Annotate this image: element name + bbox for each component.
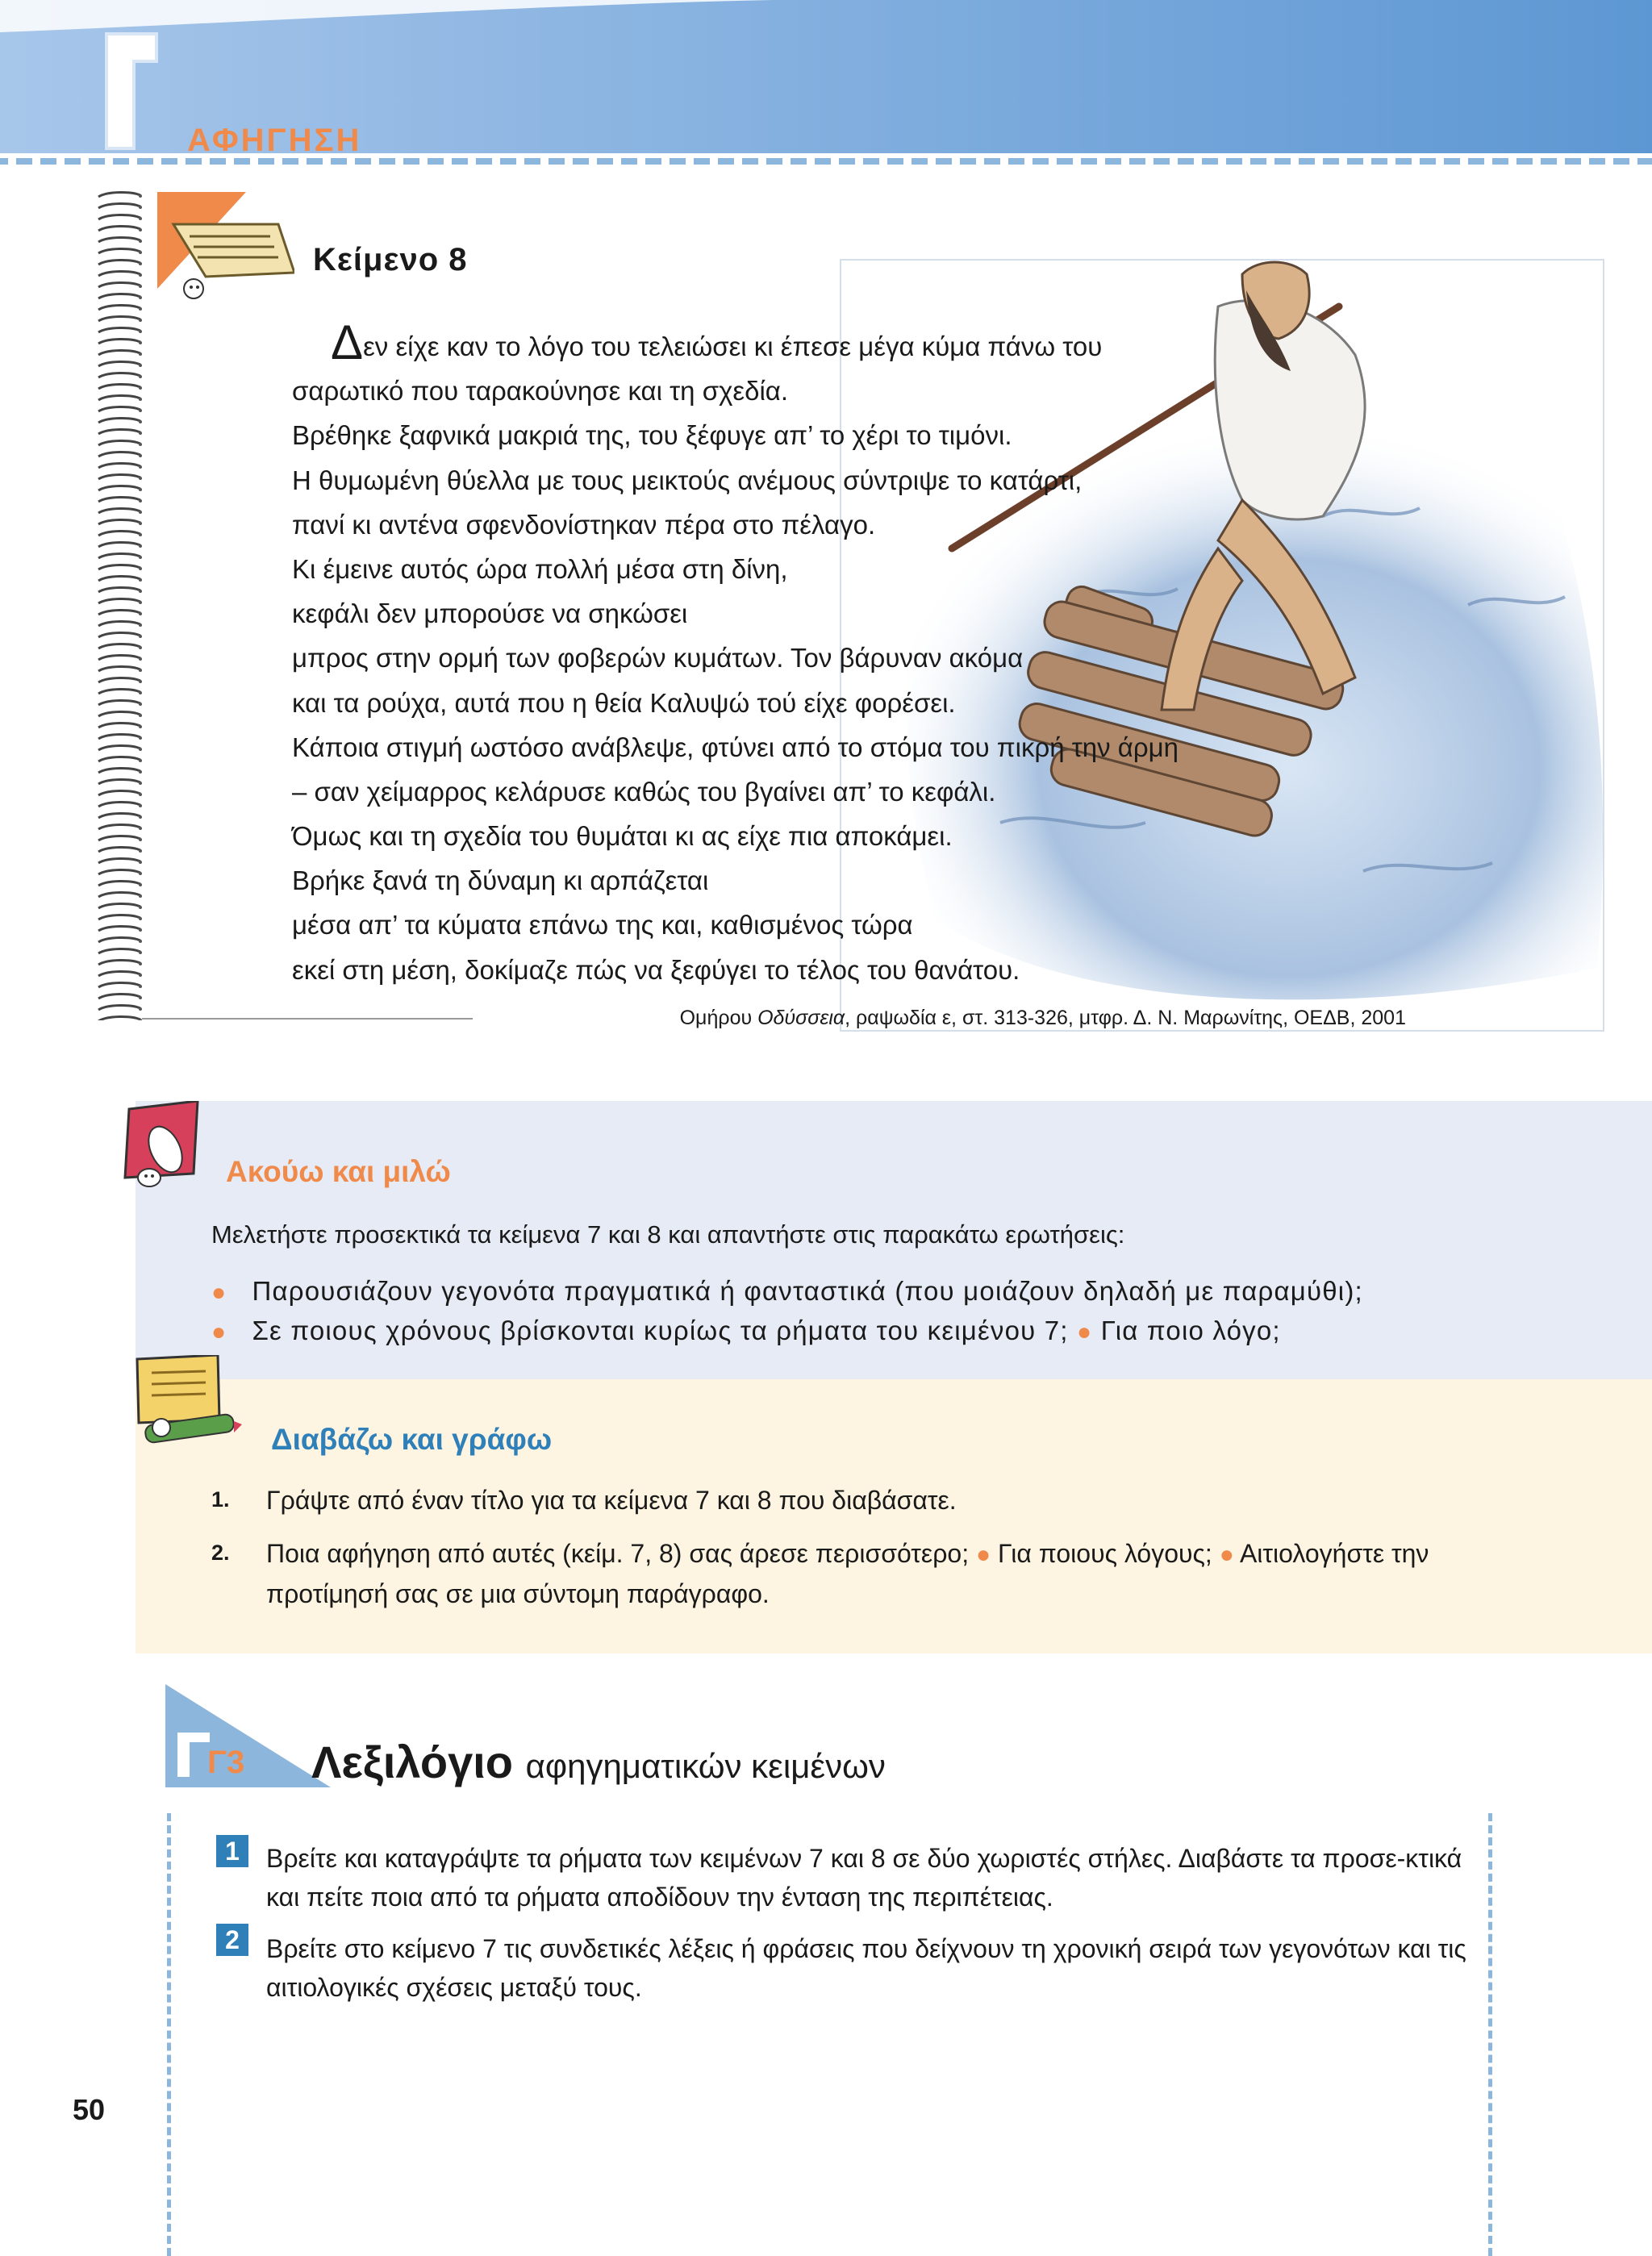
read-write-item-2: Ποια αφήγηση από αυτές (κείμ. 7, 8) σας άρεσε περισσότερο; ● Για ποιους λόγους; ● Αιτιολογήστε την προτίμησή σας σε μια σύντομη παράγραφο. bbox=[266, 1539, 1429, 1608]
bullet-icon: ● bbox=[1219, 1541, 1234, 1568]
item-number: 2. bbox=[211, 1541, 230, 1565]
bullet-icon: ● bbox=[975, 1541, 991, 1568]
dashed-border-left bbox=[167, 1813, 171, 2256]
read-write-heading: Διαβάζω και γράφω bbox=[271, 1423, 553, 1456]
chapter-letter-gamma-icon bbox=[103, 31, 160, 152]
exercise-number-badge: 2 bbox=[216, 1924, 248, 1956]
question-1: ● Παρουσιάζουν γεγονότα πραγματικά ή φανταστικά (που μοιάζουν δηλαδή με παραμύθι); bbox=[211, 1276, 1363, 1306]
vocabulary-exercise-2: Βρείτε στο κείμενο 7 τις συνδετικές λέξεις ή φράσεις που δείχνουν τη χρονική σειρά των γεγονότων και τις αιτιολογικές σχέσεις μεταξύ τους. bbox=[266, 1934, 1466, 2002]
citation: Ομήρου Οδύσσεια, ραψωδία ε, στ. 313-326, μτφρ. Δ. Ν. Μαρωνίτης, ΟΕΔΒ, 2001 bbox=[679, 1007, 1406, 1029]
exercise-number-badge: 1 bbox=[216, 1835, 248, 1867]
scroll-reading-icon bbox=[157, 192, 294, 305]
poem-line: μέσα απ’ τα κύματα επάνω της και, καθισμένος τώρα bbox=[292, 910, 913, 940]
listen-intro: Μελετήστε προσεκτικά τα κείμενα 7 και 8 και απαντήστε στις παρακάτω ερωτήσεις: bbox=[211, 1220, 1125, 1249]
poem-line: σαρωτικό που ταρακούνησε και τη σχεδία. bbox=[292, 376, 789, 407]
bullet-icon: ● bbox=[211, 1319, 227, 1345]
text-8-heading: Κείμενο 8 bbox=[313, 242, 468, 277]
bullet-icon: ● bbox=[1077, 1319, 1093, 1345]
poem-line: Όμως και τη σχεδία του θυμάται κι ας είχε πια αποκάμει. bbox=[292, 821, 953, 852]
poem-line: Δεν είχε καν το λόγο του τελειώσει κι έπεσε μέγα κύμα πάνω του bbox=[331, 315, 1103, 369]
poem-text-8 bbox=[292, 315, 1341, 992]
poem-line: Βρήκε ξανά τη δύναμη κι αρπάζεται bbox=[292, 865, 709, 896]
section-g3-icon bbox=[165, 1684, 335, 1789]
drop-cap: Δ bbox=[331, 315, 364, 369]
poem-line: Κάποια στιγμή ωστόσο ανάβλεψε, φτύνει από το στόμα του πικρή την άρμη bbox=[292, 732, 1179, 762]
spiral-binding-icon bbox=[95, 190, 144, 1020]
read-write-icon bbox=[129, 1355, 242, 1450]
poem-line: και τα ρούχα, αυτά που η θεία Καλυψώ τού είχε φορέσει. bbox=[292, 687, 956, 718]
chapter-title: ΑΦΗΓΗΣΗ bbox=[187, 123, 362, 158]
poem-line: Βρέθηκε ξαφνικά μακριά της, του ξέφυγε απ’ το χέρι το τιμόνι. bbox=[292, 420, 1012, 451]
section-code: Γ3 bbox=[207, 1745, 245, 1780]
page-number: 50 bbox=[73, 2093, 106, 2126]
poem-line: Η θυμωμένη θύελλα με τους μεικτούς ανέμους σύντριψε το κατάρτι, bbox=[292, 465, 1083, 495]
listen-speak-icon bbox=[121, 1101, 202, 1191]
poem-line: – σαν χείμαρρος κελάρυσε καθώς του βγαίνει απ’ το κεφάλι. bbox=[292, 776, 996, 807]
poem-line: πανί κι αντένα σφενδονίστηκαν πέρα στο πέλαγο. bbox=[292, 509, 876, 540]
vocabulary-exercise-1: Βρείτε και καταγράψτε τα ρήματα των κειμένων 7 και 8 σε δύο χωριστές στήλες. Διαβάστε τα προσε-κτικά και πείτε ποια από τα ρήματα αποδίδουν την ένταση της περιπέτειας. bbox=[266, 1844, 1462, 1912]
listen-speak-heading: Ακούω και μιλώ bbox=[226, 1155, 451, 1188]
poem-line: μπρος στην ορμή των φοβερών κυμάτων. Τον βάρυναν ακόμα bbox=[292, 643, 1024, 673]
divider bbox=[142, 1018, 473, 1020]
bullet-icon: ● bbox=[211, 1279, 227, 1306]
poem-line: εκεί στη μέση, δοκίμαζε πώς να ξεφύγει το τέλος του θανάτου. bbox=[292, 954, 1020, 985]
vocabulary-title: Λεξιλόγιο αφηγηματικών κειμένων bbox=[311, 1737, 886, 1787]
dashed-border-right bbox=[1488, 1813, 1492, 2256]
poem-line: κεφάλι δεν μπορούσε να σηκώσει bbox=[292, 598, 688, 629]
item-number: 1. bbox=[211, 1487, 230, 1512]
poem-line: Κι έμεινε αυτός ώρα πολλή μέσα στη δίνη, bbox=[292, 553, 788, 584]
question-2: ● Σε ποιους χρόνους βρίσκονται κυρίως τα ρήματα του κειμένου 7; ● Για ποιο λόγο; bbox=[211, 1316, 1281, 1345]
read-write-item-1: Γράψτε από έναν τίτλο για τα κείμενα 7 και 8 που διαβάσατε. bbox=[266, 1486, 957, 1515]
